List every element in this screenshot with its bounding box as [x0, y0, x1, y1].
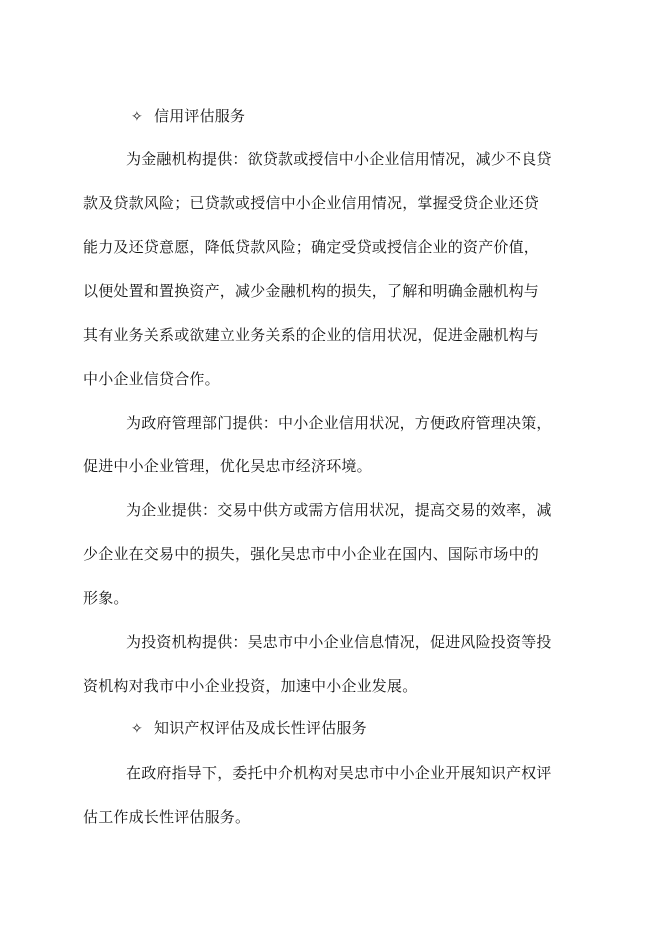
paragraph-line: 其有业务关系或欲建立业务关系的企业的信用状况，促进金融机构与 — [83, 326, 540, 344]
paragraph-line: 为投资机构提供：吴忠市中小企业信息情况，促进风险投资等投 — [126, 633, 552, 651]
paragraph-line: 资机构对我市中小企业投资，加速中小企业发展。 — [83, 677, 418, 695]
paragraph-line: 为金融机构提供：欲贷款或授信中小企业信用情况，减少不良贷 — [126, 150, 552, 168]
diamond-bullet-icon: ✧ — [131, 721, 143, 737]
paragraph-line: 促进中小企业管理，优化吴忠市经济环境。 — [83, 457, 372, 475]
diamond-bullet-icon: ✧ — [131, 109, 143, 125]
paragraph-line: 为企业提供：交易中供方或需方信用状况，提高交易的效率，减 — [126, 501, 552, 519]
section-title: 信用评估服务 — [154, 107, 246, 125]
paragraph-line: 中小企业信贷合作。 — [83, 370, 220, 388]
section-heading — [130, 718, 630, 739]
paragraph-line: 估工作成长性评估服务。 — [83, 808, 251, 826]
section-title: 知识产权评估及成长性评估服务 — [154, 719, 367, 737]
paragraph-line: 少企业在交易中的损失，强化吴忠市中小企业在国内、国际市场中的 — [83, 545, 540, 563]
section-heading — [130, 106, 630, 127]
paragraph-line: 形象。 — [83, 589, 129, 607]
paragraph-line: 在政府指导下，委托中介机构对吴忠市中小企业开展知识产权评 — [126, 764, 552, 782]
paragraph-line: 为政府管理部门提供：中小企业信用状况，方便政府管理决策， — [126, 414, 552, 432]
paragraph-line: 款及贷款风险；已贷款或授信中小企业信用情况，掌握受贷企业还贷 — [83, 194, 540, 212]
paragraph-line: 能力及还贷意愿，降低贷款风险；确定受贷或授信企业的资产价值， — [83, 238, 540, 256]
paragraph-line: 以便处置和置换资产，减少金融机构的损失，了解和明确金融机构与 — [83, 282, 540, 300]
